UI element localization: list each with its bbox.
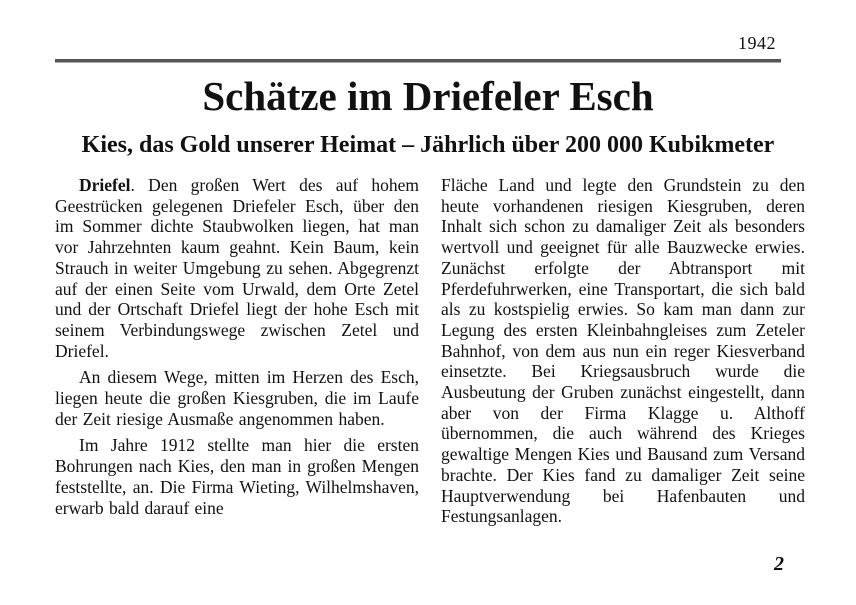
article-title: Schätze im Driefeler Esch [202, 73, 654, 119]
paragraph-2: An diesem Wege, mitten im Herzen des Esch, liegen heute die großen Kiesgruben, die im Laufe der Zeit riesige Ausmaße angenommen haben. [55, 367, 419, 429]
year-label: 1942 [738, 33, 776, 53]
right-column [441, 175, 805, 533]
header-rule [55, 59, 781, 63]
paragraph-3: Im Jahre 1912 stellte man hier die ersten Bohrungen nach Kies, den man in großen Mengen feststellte, an. Die Firma Wieting, Wilhelmshaven, erwarb bald darauf eine [55, 435, 419, 518]
article-subtitle: Kies, das Gold unserer Heimat – Jährlich über 200 000 Kubikmeter [81, 132, 775, 158]
page-number: 2 [774, 553, 784, 575]
continuation-paragraph: Fläche Land und legte den Grundstein zu den heute vorhandenen riesigen Kiesgruben, deren Inhalt sich schon zu damaliger Zeit als besonders wertvoll und geeignet für alle Bauzwecke erwies. Zunächst erfolgte der Abtransport mit Pferdefuhrwerken, eine Transportart, die sich bald als zu kostspielig erwies. So kam man dann zur Legung des ersten Kleinbahngleises zum Zeteler Bahnhof, von dem aus nun ein reger Kiesverband einsetzte. Bei Kriegsausbruch wurde die Ausbeutung der Gruben zunächst eingestellt, dann aber von der Firma Klagge u. Althoff übernommen, die auch während des Krieges gewaltige Mengen Kies und Bausand zum Versand brachte. Der Kies fand zu damaliger Zeit seine Hauptverwendung bei Hafenbauten und Festungsanlagen. [441, 175, 805, 527]
article-columns [55, 175, 805, 533]
paragraph-lead-word: Driefel [79, 175, 131, 195]
paragraph-1 [55, 175, 419, 361]
paragraph-1-text: . Den großen Wert des auf hohem Geestrücken gelegenen Driefeler Esch, über den im Sommer dichte Staubwolken liegen, hat man vor Jahrzehnten kaum geahnt. Kein Baum, kein Strauch in weiter Umgebung zu sehen. Abgegrenzt auf der einen Seite vom Urwald, dem Orte Zetel und der Ortschaft Driefel liegt der hohe Esch mit seinem Verbindungswege zwischen Zetel und Driefel. [55, 175, 419, 361]
left-column [55, 175, 419, 533]
